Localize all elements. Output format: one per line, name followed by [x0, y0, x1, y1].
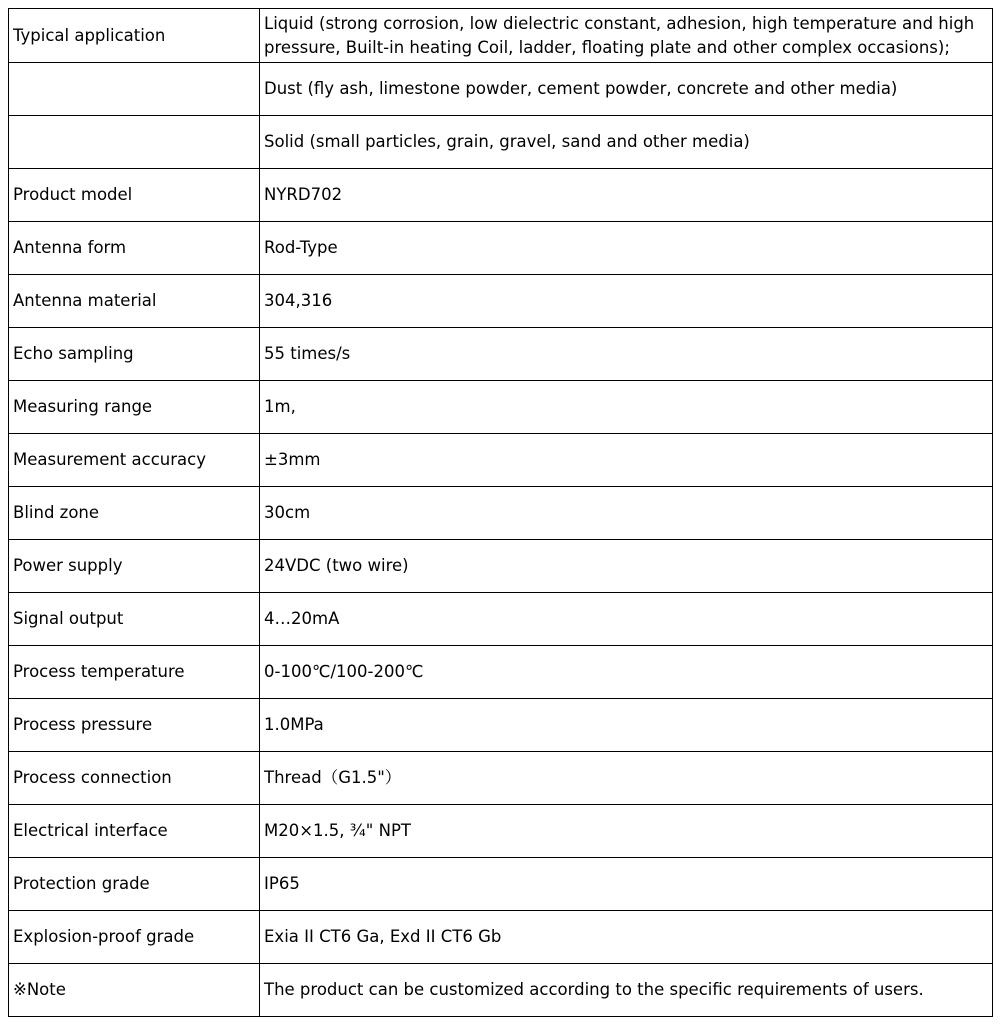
row-label: Signal output	[9, 593, 260, 646]
row-label: Antenna form	[9, 222, 260, 275]
row-value: Exia II CT6 Ga, Exd II CT6 Gb	[260, 911, 993, 964]
row-value: ±3mm	[260, 434, 993, 487]
table-row-antenna-form	[9, 222, 993, 275]
row-value: Rod-Type	[260, 222, 993, 275]
table-row-measurement-accuracy	[9, 434, 993, 487]
row-label: Echo sampling	[9, 328, 260, 381]
row-value: 304,316	[260, 275, 993, 328]
table-row-process-temperature	[9, 646, 993, 699]
table-row-solid	[9, 116, 993, 169]
row-value: 30cm	[260, 487, 993, 540]
row-label: Product model	[9, 169, 260, 222]
row-label: Explosion-proof grade	[9, 911, 260, 964]
table-row-note	[9, 964, 993, 1017]
row-value: Dust (fly ash, limestone powder, cement powder, concrete and other media)	[260, 63, 993, 116]
row-value: The product can be customized according to the specific requirements of users.	[260, 964, 993, 1017]
row-label	[9, 116, 260, 169]
row-value: 55 times/s	[260, 328, 993, 381]
table-row-electrical-interface	[9, 805, 993, 858]
table-row-power-supply	[9, 540, 993, 593]
row-label: ※Note	[9, 964, 260, 1017]
table-row-protection-grade	[9, 858, 993, 911]
row-value: IP65	[260, 858, 993, 911]
table-row-process-pressure	[9, 699, 993, 752]
table-row-echo-sampling	[9, 328, 993, 381]
table-row-measuring-range	[9, 381, 993, 434]
row-label: Power supply	[9, 540, 260, 593]
table-row-product-model	[9, 169, 993, 222]
row-label: Blind zone	[9, 487, 260, 540]
row-label: Typical application	[9, 9, 260, 63]
row-value: Liquid (strong corrosion, low dielectric constant, adhesion, high temperature and high pressure, Built-in heating Coil, ladder, floating plate and other complex occasions);	[260, 9, 993, 63]
table-row-signal-output	[9, 593, 993, 646]
row-label: Measurement accuracy	[9, 434, 260, 487]
row-label: Protection grade	[9, 858, 260, 911]
row-value: 1.0MPa	[260, 699, 993, 752]
row-value: Thread（G1.5"）	[260, 752, 993, 805]
row-label: Process pressure	[9, 699, 260, 752]
row-label: Electrical interface	[9, 805, 260, 858]
row-value: M20×1.5, ¾" NPT	[260, 805, 993, 858]
table-row-typical-application	[9, 9, 993, 63]
row-value: 24VDC (two wire)	[260, 540, 993, 593]
row-label: Antenna material	[9, 275, 260, 328]
spec-table-body	[9, 9, 993, 1017]
row-value: Solid (small particles, grain, gravel, sand and other media)	[260, 116, 993, 169]
row-label: Measuring range	[9, 381, 260, 434]
row-label: Process temperature	[9, 646, 260, 699]
row-value: 1m,	[260, 381, 993, 434]
table-row-blind-zone	[9, 487, 993, 540]
table-row-dust	[9, 63, 993, 116]
spec-table	[8, 8, 993, 1017]
table-row-process-connection	[9, 752, 993, 805]
table-row-explosion-proof-grade	[9, 911, 993, 964]
table-row-antenna-material	[9, 275, 993, 328]
row-value: NYRD702	[260, 169, 993, 222]
row-value: 4…20mA	[260, 593, 993, 646]
row-label: Process connection	[9, 752, 260, 805]
row-value: 0-100℃/100-200℃	[260, 646, 993, 699]
row-label	[9, 63, 260, 116]
